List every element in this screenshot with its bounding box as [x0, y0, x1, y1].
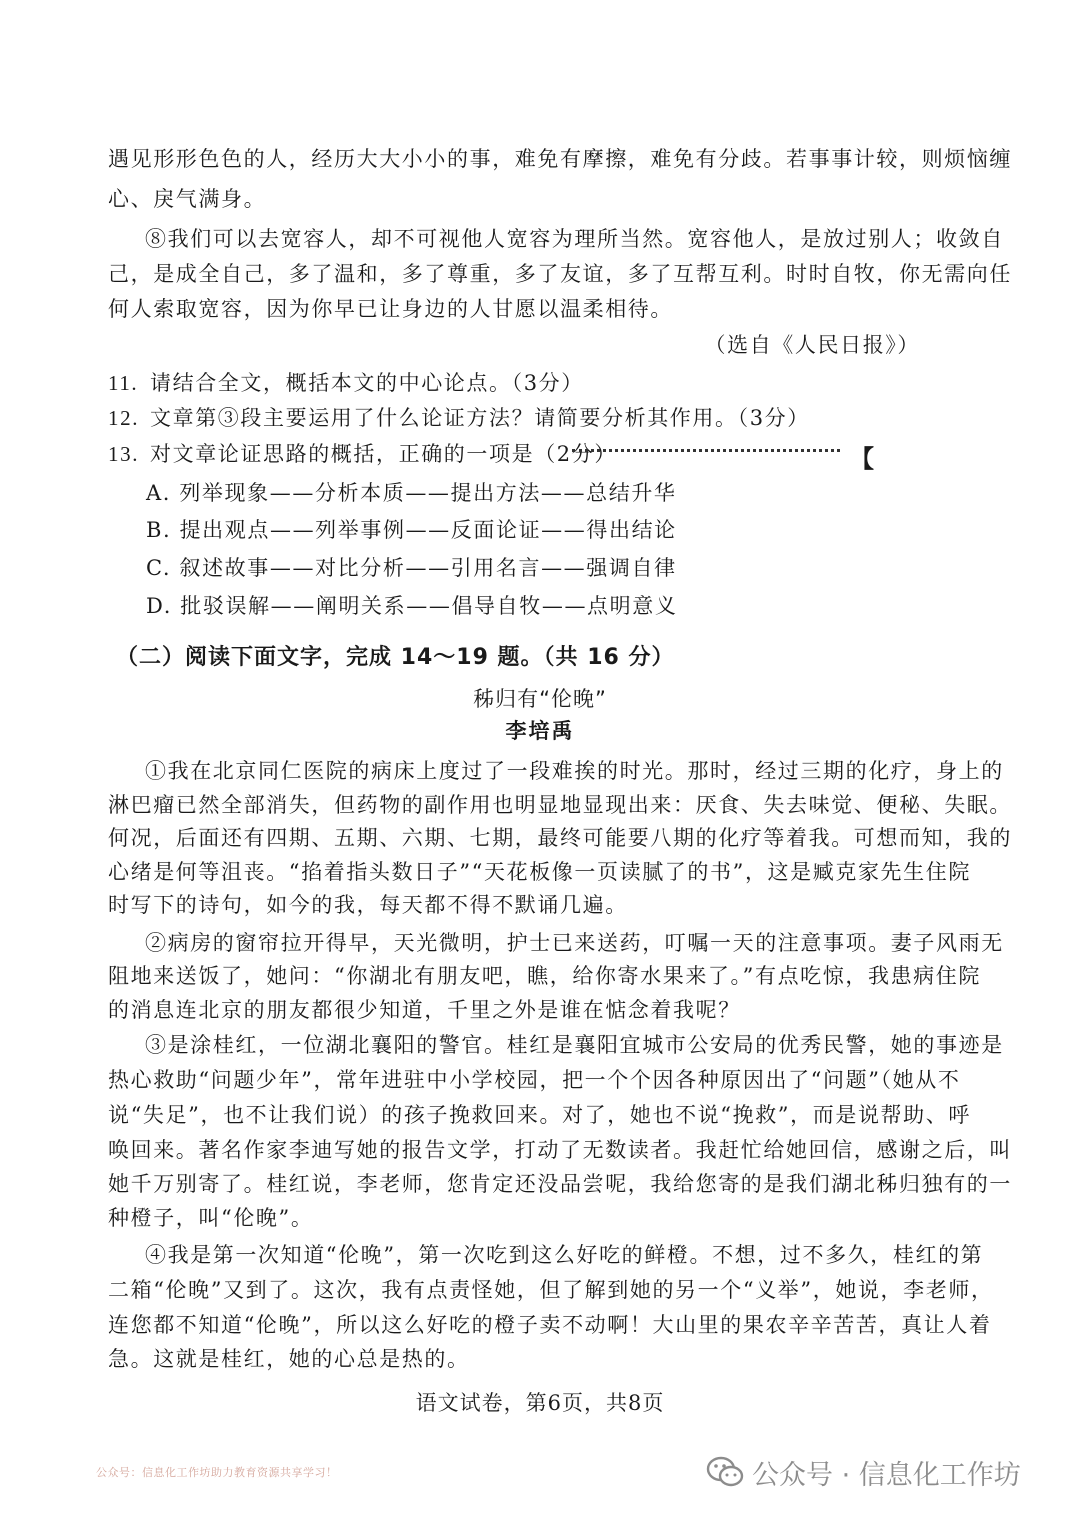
question-12 — [108, 403, 810, 433]
article-line: ③是涂桂红，一位湖北襄阳的警官。桂红是襄阳宜城市公安局的优秀民警，她的事迹是 — [145, 1033, 1004, 1057]
paragraph-line: 心、戾气满身。 — [108, 187, 267, 211]
article-line: ②病房的窗帘拉开得早，天光微明，护士已来送药，叮嘱一天的注意事项。妻子风雨无 — [145, 931, 1004, 955]
paragraph-line: 遇见形形色色的人，经历大大小小的事，难免有摩擦，难免有分歧。若事事计较，则烦恼缠 — [108, 147, 1012, 171]
article-line: ④我是第一次知道“伦晚”，第一次吃到这么好吃的鲜橙。不想，过不多久，桂红的第 — [145, 1243, 984, 1267]
article-line: 二箱“伦晚”又到了。这次，我有点责怪她，但了解到她的另一个“义举”，她说，李老师， — [108, 1278, 994, 1302]
question-number: 12. — [108, 406, 140, 430]
watermark-text: 公众号 · 信息化工作坊 — [752, 1459, 1021, 1491]
article-line: 时写下的诗句，如今的我，每天都不得不默诵几遍。 — [108, 893, 628, 917]
wechat-icon — [706, 1455, 744, 1489]
article-line: 心绪是何等沮丧。“掐着指头数日子”“天花板像一页读腻了的书”，这是臧克家先生住院 — [108, 860, 971, 884]
option-b: B. 提出观点——列举事例——反面论证——得出结论 — [146, 518, 677, 542]
article-line: 连您都不知道“伦晚”，所以这么好吃的橙子卖不动啊！大山里的果农辛辛苦苦，真让人着 — [108, 1313, 992, 1337]
answer-leader-dots — [572, 447, 840, 452]
page-footer: 语文试卷，第6页，共8页 — [415, 1391, 665, 1415]
article-line: 她千万别寄了。桂红说，李老师，您肯定还没品尝呢，我给您寄的是我们湖北秭归独有的一 — [108, 1172, 1012, 1196]
option-a: A. 列举现象——分析本质——提出方法——总结升华 — [146, 481, 677, 505]
question-number: 11. — [108, 371, 139, 395]
question-13 — [108, 439, 617, 469]
answer-bracket: 【 — [850, 444, 874, 473]
paragraph-line: 己，是成全自己，多了温和，多了尊重，多了友谊，多了互帮互利。时时自牧，你无需向任 — [108, 262, 1012, 286]
watermark-brand — [706, 1452, 1021, 1492]
question-number: 13. — [108, 442, 140, 466]
article-title: 秭归有“伦晚” — [473, 687, 607, 711]
watermark-faint: 公众号：信息化工作坊助力教育资源共享学习！ — [96, 1466, 338, 1479]
article-line: 的消息连北京的朋友都很少知道，千里之外是谁在惦念着我呢？ — [108, 998, 741, 1022]
question-text: 对文章论证思路的概括，正确的一项是（2分） — [150, 442, 617, 466]
question-11 — [108, 368, 584, 398]
article-line: 说“失足”，也不让我们说）的孩子挽救回来。对了，她也不说“挽救”，而是说帮助、呼 — [108, 1103, 971, 1127]
question-text: 请结合全文，概括本文的中心论点。（3分） — [150, 371, 584, 395]
option-d: D. 批驳误解——阐明关系——倡导自牧——点明意义 — [146, 594, 678, 618]
article-line: 种橙子，叫“伦晚”。 — [108, 1206, 314, 1230]
source-citation: （选自《人民日报》） — [704, 333, 920, 357]
article-line: 急。这就是桂红，她的心总是热的。 — [108, 1347, 470, 1371]
article-author: 李培禹 — [505, 719, 575, 743]
paragraph-line: 何人索取宽容，因为你早已让身边的人甘愿以温柔相待。 — [108, 297, 673, 321]
article-line: ①我在北京同仁医院的病床上度过了一段难挨的时光。那时，经过三期的化疗，身上的 — [145, 759, 1004, 783]
article-line: 淋巴瘤已然全部消失，但药物的副作用也明显地显现出来：厌食、失去味觉、便秘、失眠。 — [108, 793, 1012, 817]
question-text: 文章第③段主要运用了什么论证方法？请简要分析其作用。（3分） — [150, 406, 810, 430]
article-line: 热心救助“问题少年”，常年进驻中小学校园，把一个个因各种原因出了“问题”（她从不 — [108, 1068, 961, 1092]
article-line: 何况，后面还有四期、五期、六期、七期，最终可能要八期的化疗等着我。可想而知，我的 — [108, 826, 1012, 850]
option-c: C. 叙述故事——对比分析——引用名言——强调自律 — [146, 556, 677, 580]
article-line: 唤回来。著名作家李迪写她的报告文学，打动了无数读者。我赶忙给她回信，感谢之后，叫 — [108, 1138, 1012, 1162]
paragraph-line: ⑧我们可以去宽容人，却不可视他人宽容为理所当然。宽容他人，是放过别人；收敛自 — [145, 227, 1004, 251]
section-heading: （二）阅读下面文字，完成 14～19 题。（共 16 分） — [116, 645, 675, 670]
article-line: 阻地来送饭了，她问：“你湖北有朋友吧，瞧，给你寄水果来了。”有点吃惊，我患病住院 — [108, 964, 981, 988]
